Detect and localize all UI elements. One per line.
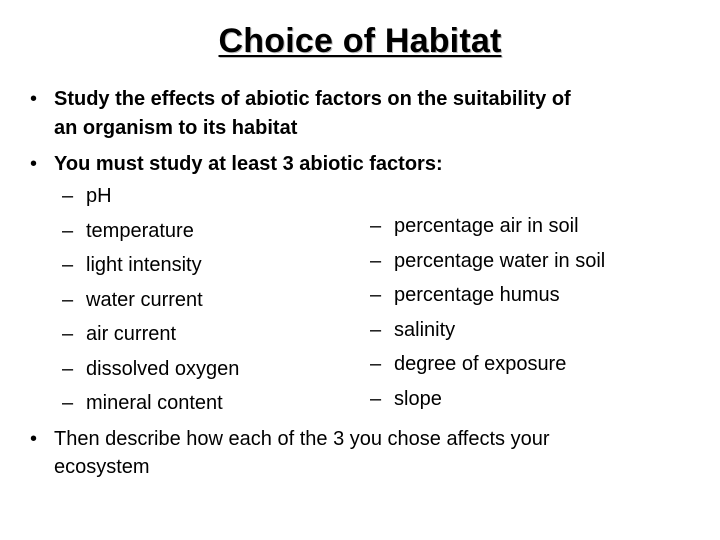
factor-item: – dissolved oxygen — [62, 358, 240, 380]
factor-item: – pH — [62, 185, 112, 207]
factor-item: – percentage water in soil — [370, 250, 606, 272]
factor-item: – mineral content — [62, 392, 223, 414]
bullet-text-line2: ecosystem — [54, 456, 150, 478]
factor-item: – degree of exposure — [370, 353, 567, 375]
bullet-text-line2: an organism to its habitat — [54, 117, 298, 139]
factor-item: – percentage humus — [370, 284, 560, 306]
factor-item: – salinity — [370, 319, 456, 341]
bullet-text-line1: Then describe how each of the 3 you chose affects your — [54, 428, 550, 450]
factor-item: – slope — [370, 388, 442, 410]
factor-item: – percentage air in soil — [370, 215, 579, 237]
slide-title: Choice of Habitat — [218, 22, 502, 60]
bullet-icon: • — [30, 428, 38, 450]
factor-item: – light intensity — [62, 254, 202, 276]
factor-item: – water current — [62, 289, 203, 311]
bullet-icon: • — [30, 88, 38, 110]
factor-item: – air current — [62, 323, 177, 345]
factor-item: – temperature — [62, 220, 194, 242]
bullet-text-line1: You must study at least 3 abiotic factors: — [54, 153, 443, 175]
bullet-text-line1: Study the effects of abiotic factors on the suitability of — [54, 88, 571, 110]
bullet-icon: • — [30, 153, 38, 175]
